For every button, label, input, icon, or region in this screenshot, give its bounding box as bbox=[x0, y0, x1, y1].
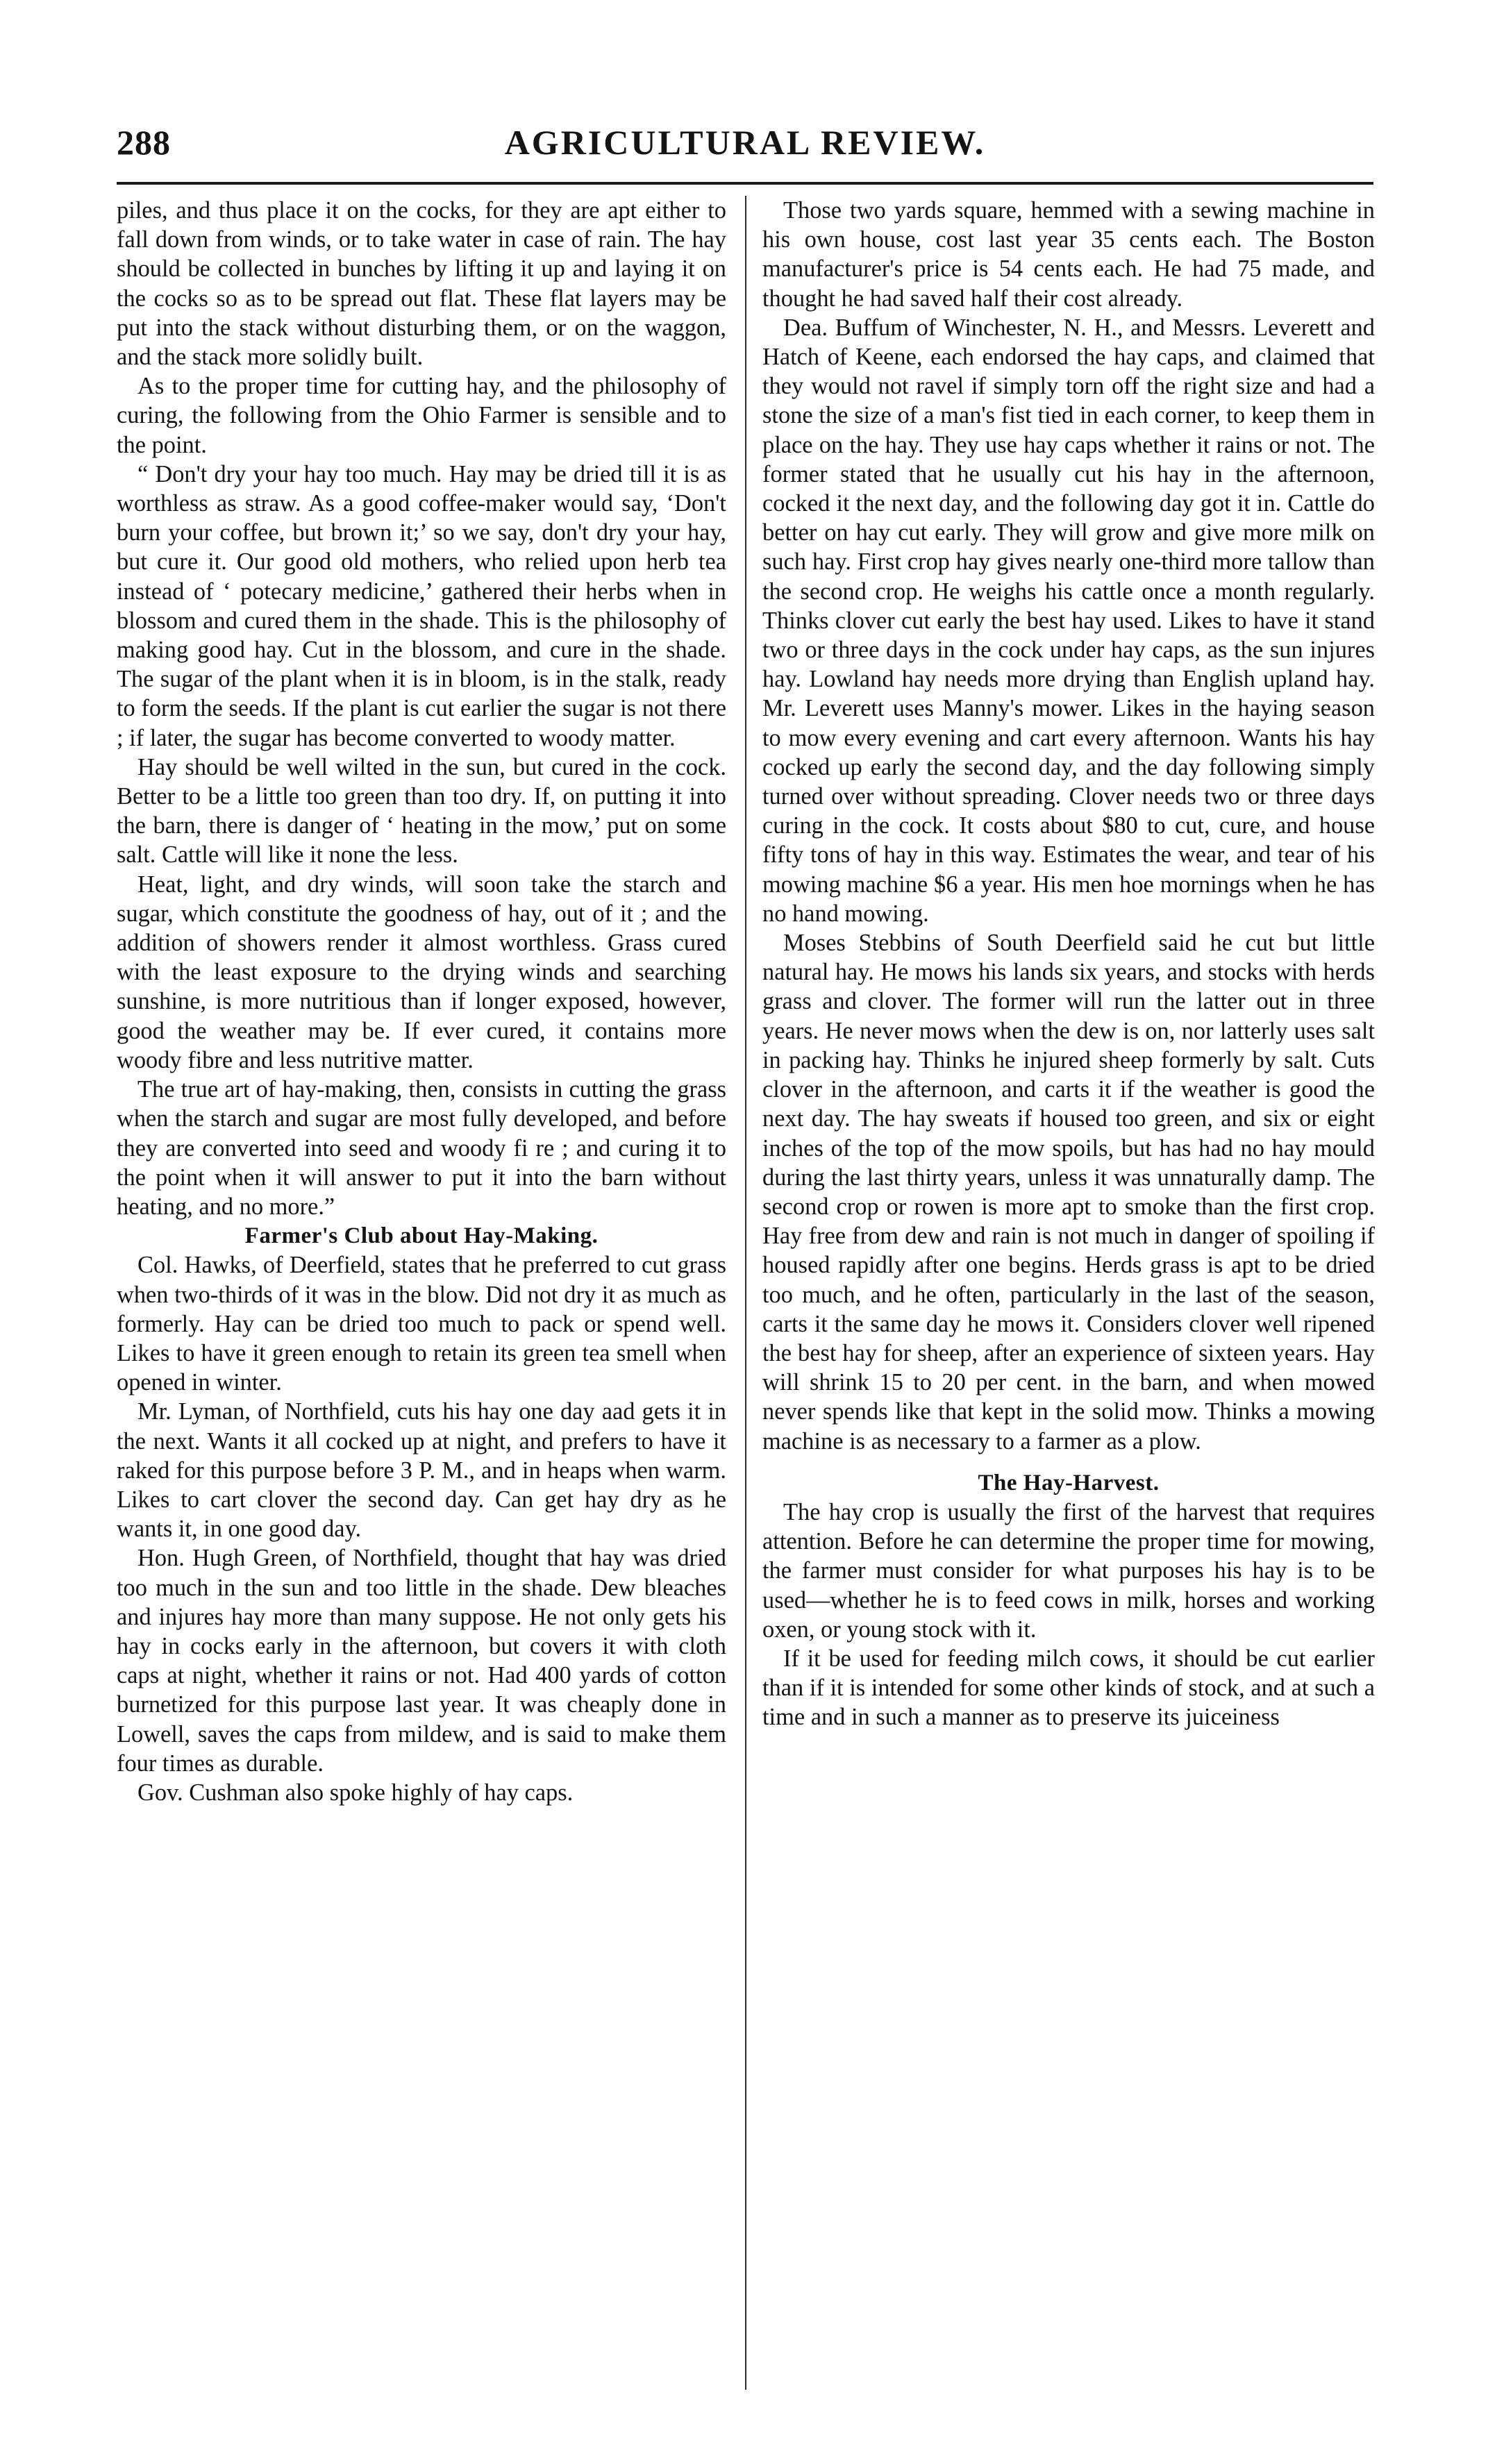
page-number: 288 bbox=[117, 123, 171, 162]
paragraph: The hay crop is usually the first of the harvest that requires attention. Before he can determine the proper time for mowing, the farmer must consider for what purposes his hay is to be used—whether he is to feed cows in milk, horses and working oxen, or young stock with it. bbox=[762, 1498, 1375, 1643]
paragraph: Gov. Cushman also spoke highly of hay caps. bbox=[137, 1779, 574, 1806]
right-column bbox=[762, 196, 1375, 2390]
paragraph: Dea. Buffum of Winchester, N. H., and Messrs. Leverett and Hatch of Keene, each endorsed the hay caps, and claimed that they would not ravel if simply torn off the right size and had a stone the size of a man's fist tied in each corner, to keep them in place on the hay. They use hay caps whether it rains or not. The former stated that he usually cut his hay in the afternoon, cocked it the next day, and the following day got it in. Cattle do better on hay cut early. They will grow and give more milk on such hay. First crop hay gives nearly one-third more tallow than the second crop. He weighs his cattle once a month regularly. Thinks clover cut early the best hay used. Likes to have it stand two or three days in the cock under hay caps, as the sun injures hay. Lowland hay needs more drying than English upland hay. Mr. Leverett uses Manny's mower. Likes in the haying season to mow every evening and cart every afternoon. Wants his hay cocked up early the second day, and the day following simply turned over without spreading. Clover needs two or three days curing in the cock. It costs about $80 to cut, cure, and house fifty tons of hay in this way. Estimates the wear, and tear of his mowing machine $6 a year. His men hoe mornings when he has no hand mowing. bbox=[762, 314, 1375, 927]
paragraph: piles, and thus place it on the cocks, for they are apt either to fall down from winds, or to take water in case of rain. The hay should be collected in bunches by lifting it up and laying it on the cocks so as to be spread out flat. These flat layers may be put into the stack without disturbing them, or on the waggon, and the stack more solidly built. bbox=[117, 197, 726, 371]
column-divider bbox=[745, 196, 746, 2390]
paragraph: Moses Stebbins of South Deerfield said he cut but little natural hay. He mows his lands six years, and stocks with herds grass and clover. The former will run the latter out in three years. He never mows when the dew is on, nor latterly uses salt in packing hay. Thinks he injured sheep formerly by salt. Cuts clover in the afternoon, and carts it if the weather is good the next day. The hay sweats if housed too green, and six or eight inches of the top of the mow spoils, but has had no hay mould during the last thirty years, unless it was unnaturally damp. The second crop or rowen is more apt to smoke than the first crop. Hay free from dew and rain is not much in danger of spoiling if housed rapidly after one begins. Herds grass is apt to be dried too much, and he often, particularly in the last of the season, carts it the same day he mows it. Considers clover well ripened the best hay for sheep, after an experience of sixteen years. Hay will shrink 15 to 20 per cent. in the barn, and when mowed never spends like that kept in the solid mow. Thinks a mowing machine is as necessary to a farmer as a plow. bbox=[762, 930, 1375, 1455]
paragraph: “ Don't dry your hay too much. Hay may be dried till it is as worthless as straw. As a good coffee-maker would say, ‘Don't burn your coffee, but brown it;’ so we say, don't dry your hay, but cure it. Our good old mothers, who relied upon herb tea instead of ‘ potecary medicine,’ gathered their herbs when in blossom and cured them in the shade. This is the philosophy of making good hay. Cut in the blossom, and cure in the shade. The sugar of the plant when it is in bloom, is in the stalk, ready to form the seeds. If the plant is cut earlier the sugar is not there ; if later, the sugar has become converted to woody matter. bbox=[117, 460, 726, 751]
paragraph: The true art of hay-making, then, consists in cutting the grass when the starch and sugar are most fully developed, and before they are converted into seed and woody fi re ; and curing it to the point when it will answer to put it into the barn without heating, and no more.” bbox=[117, 1076, 726, 1220]
running-title: AGRICULTURAL REVIEW. bbox=[504, 123, 986, 162]
paragraph: Those two yards square, hemmed with a sewing machine in his own house, cost last year 35 cents each. The Boston manufacturer's price is 54 cents each. He had 75 made, and thought he had saved half their cost already. bbox=[762, 197, 1375, 312]
header-rule bbox=[117, 182, 1373, 185]
page-header bbox=[117, 117, 1373, 179]
paragraph: If it be used for feeding milch cows, it should be cut earlier than if it is intended for some other kinds of stock, and at such a time and in such a manner as to preserve its juiceiness bbox=[762, 1645, 1375, 1731]
section-heading: The Hay-Harvest. bbox=[978, 1470, 1160, 1495]
paragraph: Col. Hawks, of Deerfield, states that he preferred to cut grass when two-thirds of it was in the blow. Did not dry it as much as formerly. Hay can be dried too much to pack or spend well. Likes to have it green enough to retain its green tea smell when opened in winter. bbox=[117, 1252, 726, 1396]
paragraph: Heat, light, and dry winds, will soon take the starch and sugar, which constitute the goodness of hay, out of it ; and the addition of showers render it almost worthless. Grass cured with the least exposure to the drying winds and searching sunshine, is more nutritious than if longer exposed, however, good the weather may be. If ever cured, it contains more woody fibre and less nutritive matter. bbox=[117, 871, 726, 1073]
paragraph: Hon. Hugh Green, of Northfield, thought that hay was dried too much in the sun and too little in the shade. Dew bleaches and injures hay more than many suppose. He not only gets his hay in cocks early in the afternoon, but covers it with cloth caps at night, whether it rains or not. Had 400 yards of cotton burnetized for this purpose last year. It was cheaply done in Lowell, saves the caps from mildew, and is said to make them four times as durable. bbox=[117, 1545, 726, 1777]
left-column bbox=[117, 196, 726, 2390]
paragraph: Hay should be well wilted in the sun, but cured in the cock. Better to be a little too green than too dry. If, on putting it into the barn, there is danger of ‘ heating in the mow,’ put on some salt. Cattle will like it none the less. bbox=[117, 753, 726, 869]
section-heading: Farmer's Club about Hay-Making. bbox=[244, 1223, 599, 1249]
paragraph: As to the proper time for cutting hay, and the philosophy of curing, the following from the Ohio Farmer is sensible and to the point. bbox=[117, 373, 726, 458]
paragraph: Mr. Lyman, of Northfield, cuts his hay one day aad gets it in the next. Wants it all cocked up at night, and prefers to have it raked for this purpose before 3 P. M., and in heaps when warm. Likes to cart clover the second day. Can get hay dry as he wants it, in one good day. bbox=[117, 1398, 726, 1543]
